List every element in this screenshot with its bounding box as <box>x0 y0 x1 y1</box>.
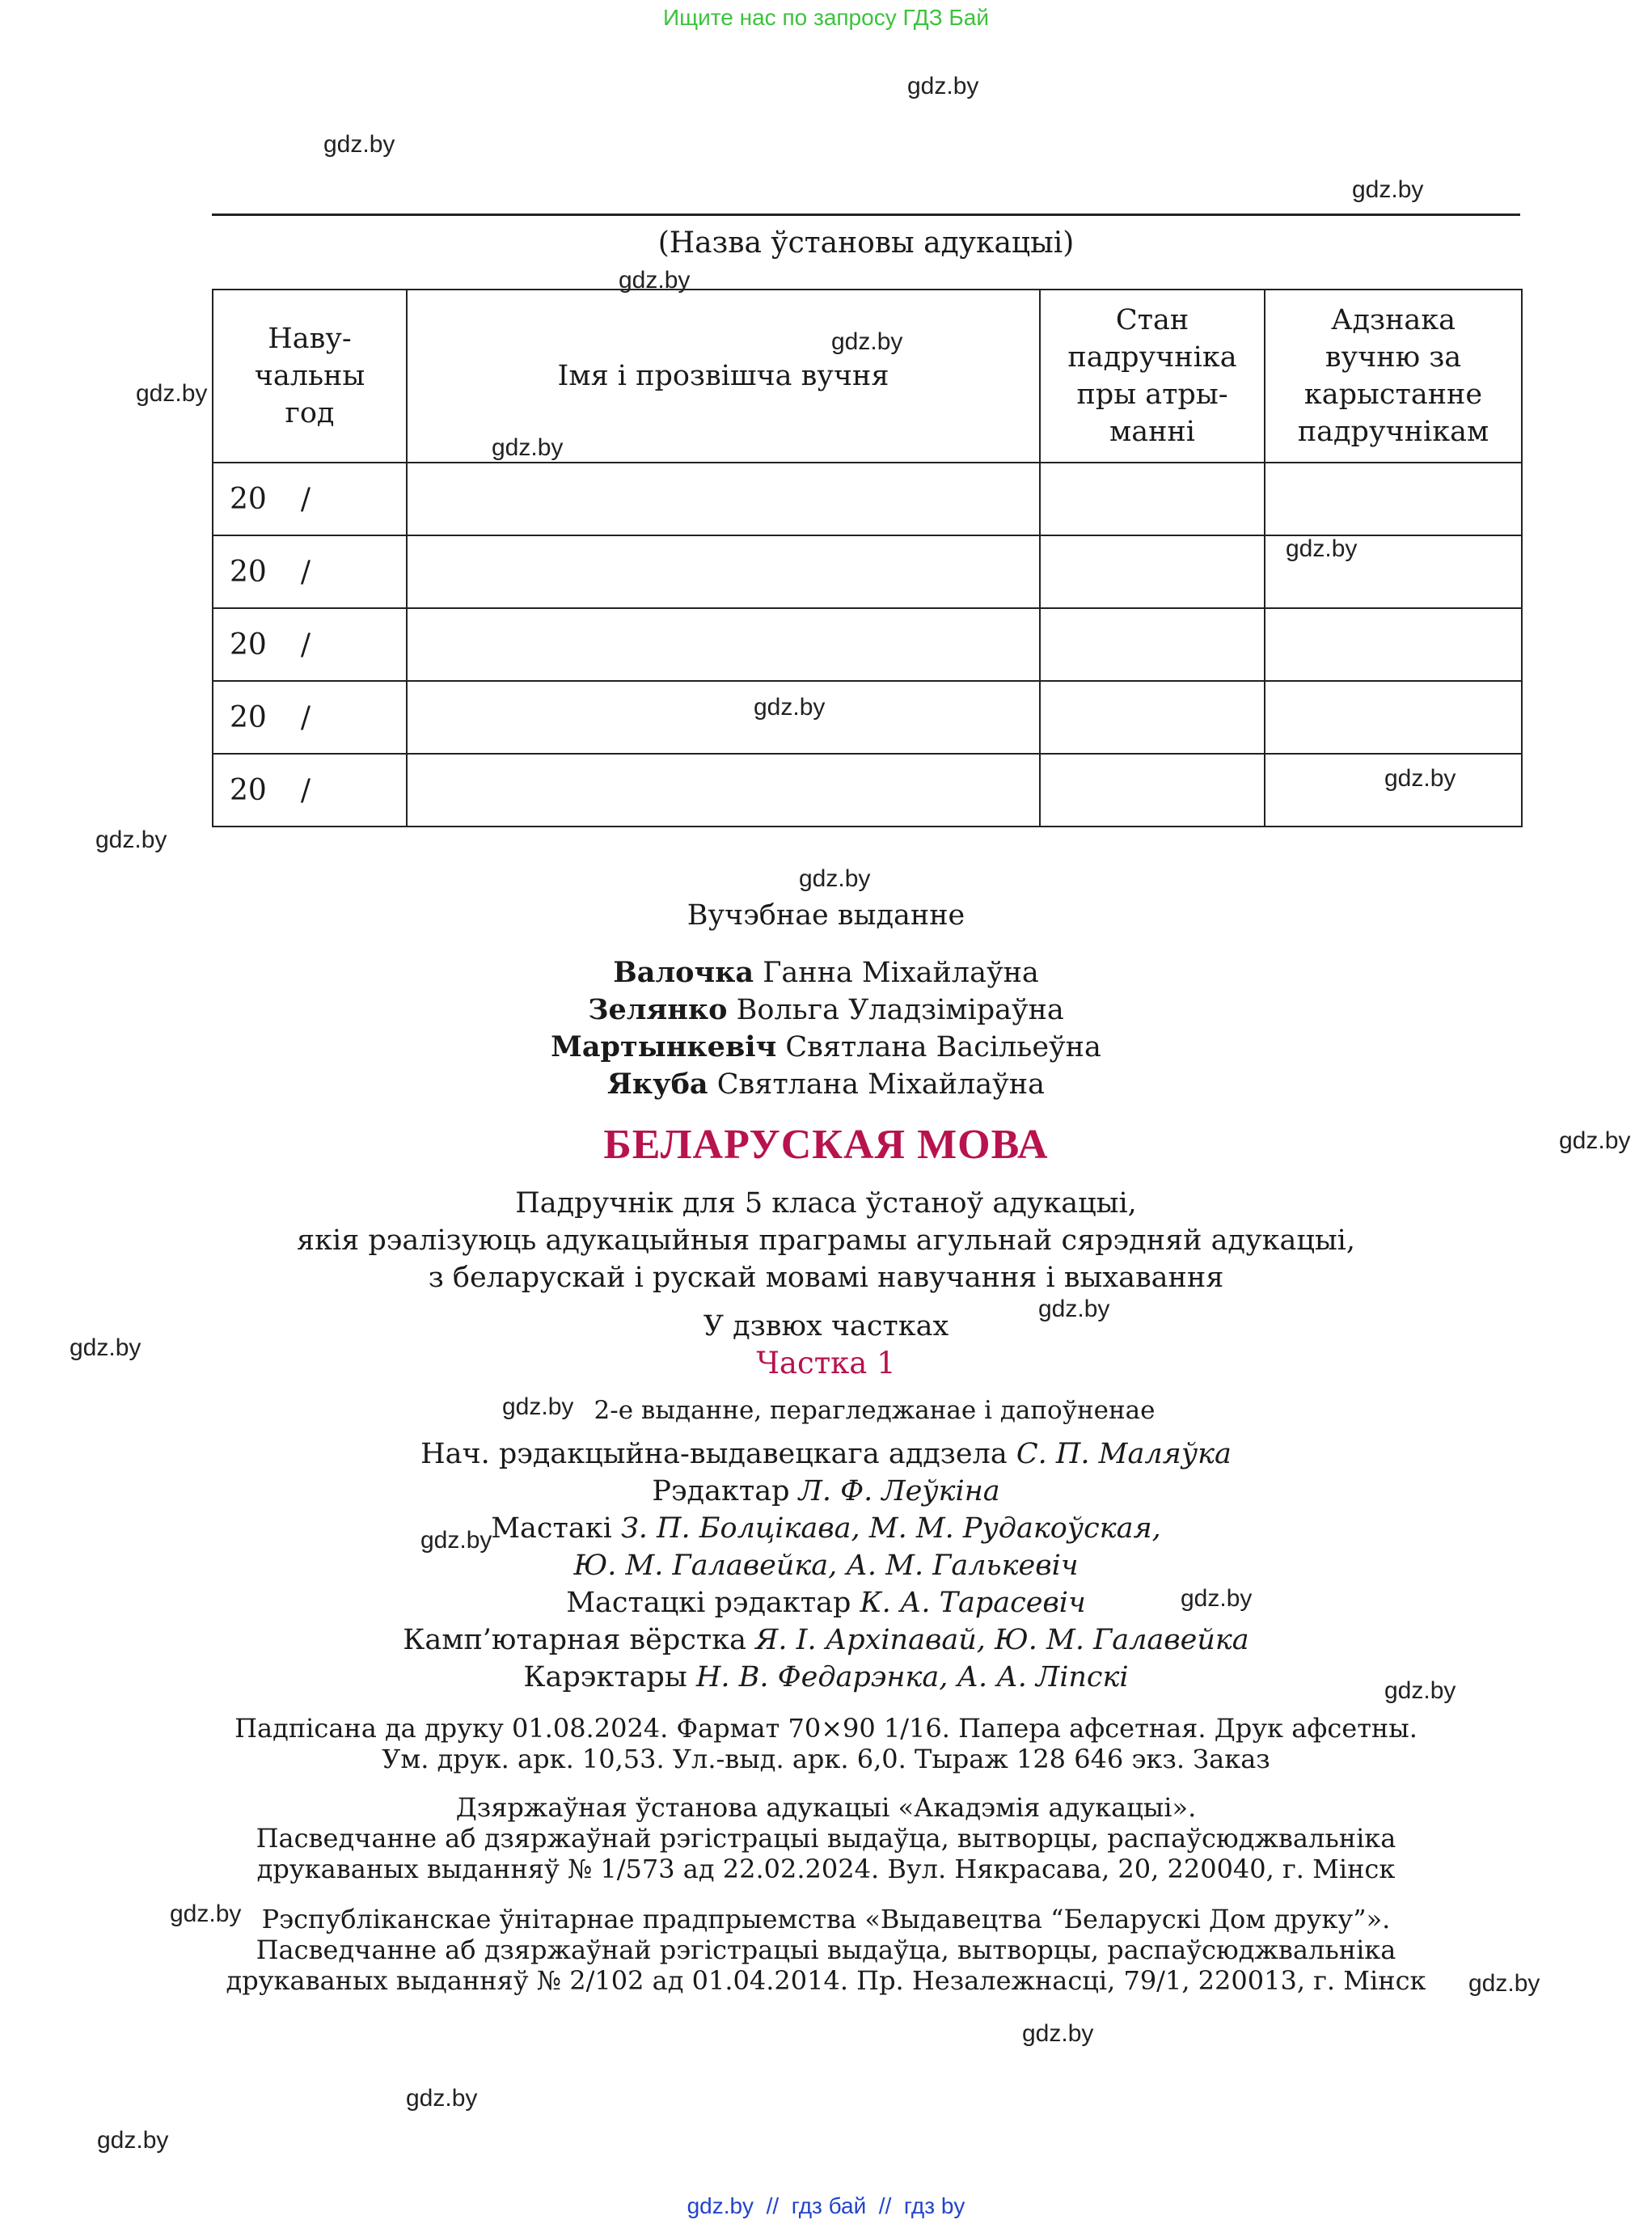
watermark: gdz.by <box>492 434 564 461</box>
watermark: gdz.by <box>619 267 691 294</box>
condition-cell <box>1040 608 1265 681</box>
part-number: Частка 1 <box>756 1346 896 1380</box>
watermark: gdz.by <box>1559 1127 1631 1154</box>
author-line: Валочка Ганна Міхайлаўна <box>613 956 1039 989</box>
watermark: gdz.by <box>754 694 826 721</box>
edition-type: Вучэбнае выданне <box>687 899 965 932</box>
table-row <box>213 681 1522 754</box>
book-title: БЕЛАРУСКАЯ МОВА <box>603 1122 1049 1168</box>
bottom-links[interactable]: gdz.by // гдз бай // гдз by <box>687 2193 965 2218</box>
credit-line: Карэктары Н. В. Федарэнка, А. А. Ліпскі <box>523 1661 1129 1693</box>
watermark: gdz.by <box>70 1334 142 1361</box>
grade-cell <box>1265 535 1522 608</box>
table-row <box>213 754 1522 827</box>
author-line: Якуба Святлана Міхайлаўна <box>607 1068 1045 1101</box>
grade-cell <box>1265 681 1522 754</box>
grade-cell <box>1265 608 1522 681</box>
subtitle-line: з беларускай і рускай мовамі навучання і выхавання <box>428 1262 1224 1294</box>
watermark: gdz.by <box>1038 1296 1110 1322</box>
condition-cell <box>1040 535 1265 608</box>
watermark: gdz.by <box>1022 2020 1094 2047</box>
header-year: Наву- чальны год <box>213 290 407 463</box>
table-row <box>213 608 1522 681</box>
watermark: gdz.by <box>406 2085 478 2112</box>
header-grade: Адзнака вучню за карыстанне падручнікам <box>1265 290 1522 463</box>
institution-line <box>212 214 1520 216</box>
printer-info: Рэспубліканскае ўнітарнае прадпрыемства «Выдавецтва “Беларускі Дом друку”». Пасведчанне аб дзяржаўнай рэгістрацыі выдаўца, вытворцы, распаўсюджвальніка друкаваных выданняў № 2/102 ад 01.04.2014. Пр. Незалежнасці, 79/1, 220013, г. Мінск <box>226 1904 1426 1996</box>
table-row <box>213 535 1522 608</box>
print-info: Падпісана да друку 01.08.2024. Фармат 70×90 1/16. Папера афсетная. Друк афсетны. Ум. друк. арк. 10,53. Ул.-выд. арк. 6,0. Тыраж 128 646 экз. Заказ <box>234 1713 1418 1774</box>
watermark: gdz.by <box>1468 1970 1540 1997</box>
watermark: gdz.by <box>420 1527 492 1554</box>
table-row <box>213 463 1522 535</box>
watermark: gdz.by <box>136 380 208 407</box>
year-cell: 20 / <box>213 681 407 754</box>
year-cell: 20 / <box>213 754 407 827</box>
author-line: Мартынкевіч Святлана Васільеўна <box>551 1030 1101 1063</box>
name-cell <box>407 535 1040 608</box>
subtitle-line: якія рэалізуюць адукацыйныя праграмы агульнай сярэдняй адукацыі, <box>296 1224 1355 1257</box>
grade-cell <box>1265 463 1522 535</box>
name-cell <box>407 463 1040 535</box>
year-cell: 20 / <box>213 608 407 681</box>
condition-cell <box>1040 463 1265 535</box>
institution-caption: (Назва ўстановы адукацыі) <box>657 226 1075 260</box>
credit-line: Ю. М. Галавейка, А. М. Галькевіч <box>573 1550 1079 1582</box>
watermark: gdz.by <box>799 865 871 892</box>
credit-line: Мастацкі рэдактар К. А. Тарасевіч <box>566 1587 1086 1619</box>
watermark: gdz.by <box>95 827 167 853</box>
subtitle-line: Падручнік для 5 класа ўстаноў адукацыі, <box>515 1187 1137 1220</box>
name-cell <box>407 608 1040 681</box>
header-condition: Стан падручніка пры атры- манні <box>1040 290 1265 463</box>
watermark: gdz.by <box>323 131 395 158</box>
watermark: gdz.by <box>1286 535 1358 562</box>
parts-line: У дзвюх частках <box>703 1310 949 1342</box>
publisher-info: Дзяржаўная ўстанова адукацыі «Акадэмія адукацыі». Пасведчанне аб дзяржаўнай рэгістрацыі выдаўца, вытворцы, распаўсюджвальніка друкаваных выданняў № 1/573 ад 22.02.2024. Вул. Някрасава, 20, 220040, г. Мінск <box>256 1792 1396 1884</box>
header-student-name: Імя і прозвішча вучня <box>407 290 1040 463</box>
watermark: gdz.by <box>1181 1585 1253 1612</box>
credit-line: Рэдактар Л. Ф. Леўкіна <box>652 1475 1000 1507</box>
year-cell: 20 / <box>213 463 407 535</box>
watermark: gdz.by <box>1384 765 1456 792</box>
watermark: gdz.by <box>907 73 979 99</box>
name-cell <box>407 754 1040 827</box>
table-header-row <box>213 290 1522 463</box>
watermark: gdz.by <box>170 1901 242 1927</box>
grade-cell <box>1265 754 1522 827</box>
watermark: gdz.by <box>502 1393 574 1420</box>
credit-line: Мастакі З. П. Болцікава, М. М. Рудакоўская, <box>491 1512 1161 1545</box>
watermark: gdz.by <box>97 2127 169 2154</box>
watermark: gdz.by <box>1384 1677 1456 1704</box>
name-cell <box>407 681 1040 754</box>
edition-note: 2-е выданне, перагледжанае і дапоўненае <box>594 1396 1156 1425</box>
author-line: Зелянко Вольга Уладзіміраўна <box>588 993 1064 1026</box>
textbook-record-table <box>212 289 1523 827</box>
credit-line: Камп’ютарная вёрстка Я. І. Архіпавай, Ю. М. Галавейка <box>403 1624 1249 1656</box>
watermark: gdz.by <box>831 328 903 355</box>
condition-cell <box>1040 681 1265 754</box>
condition-cell <box>1040 754 1265 827</box>
watermark: gdz.by <box>1352 176 1424 203</box>
credit-line: Нач. рэдакцыйна-выдавецкага аддзела С. П. Маляўка <box>420 1438 1232 1470</box>
top-banner[interactable]: Ищите нас по запросу ГДЗ Бай <box>662 5 990 30</box>
year-cell: 20 / <box>213 535 407 608</box>
